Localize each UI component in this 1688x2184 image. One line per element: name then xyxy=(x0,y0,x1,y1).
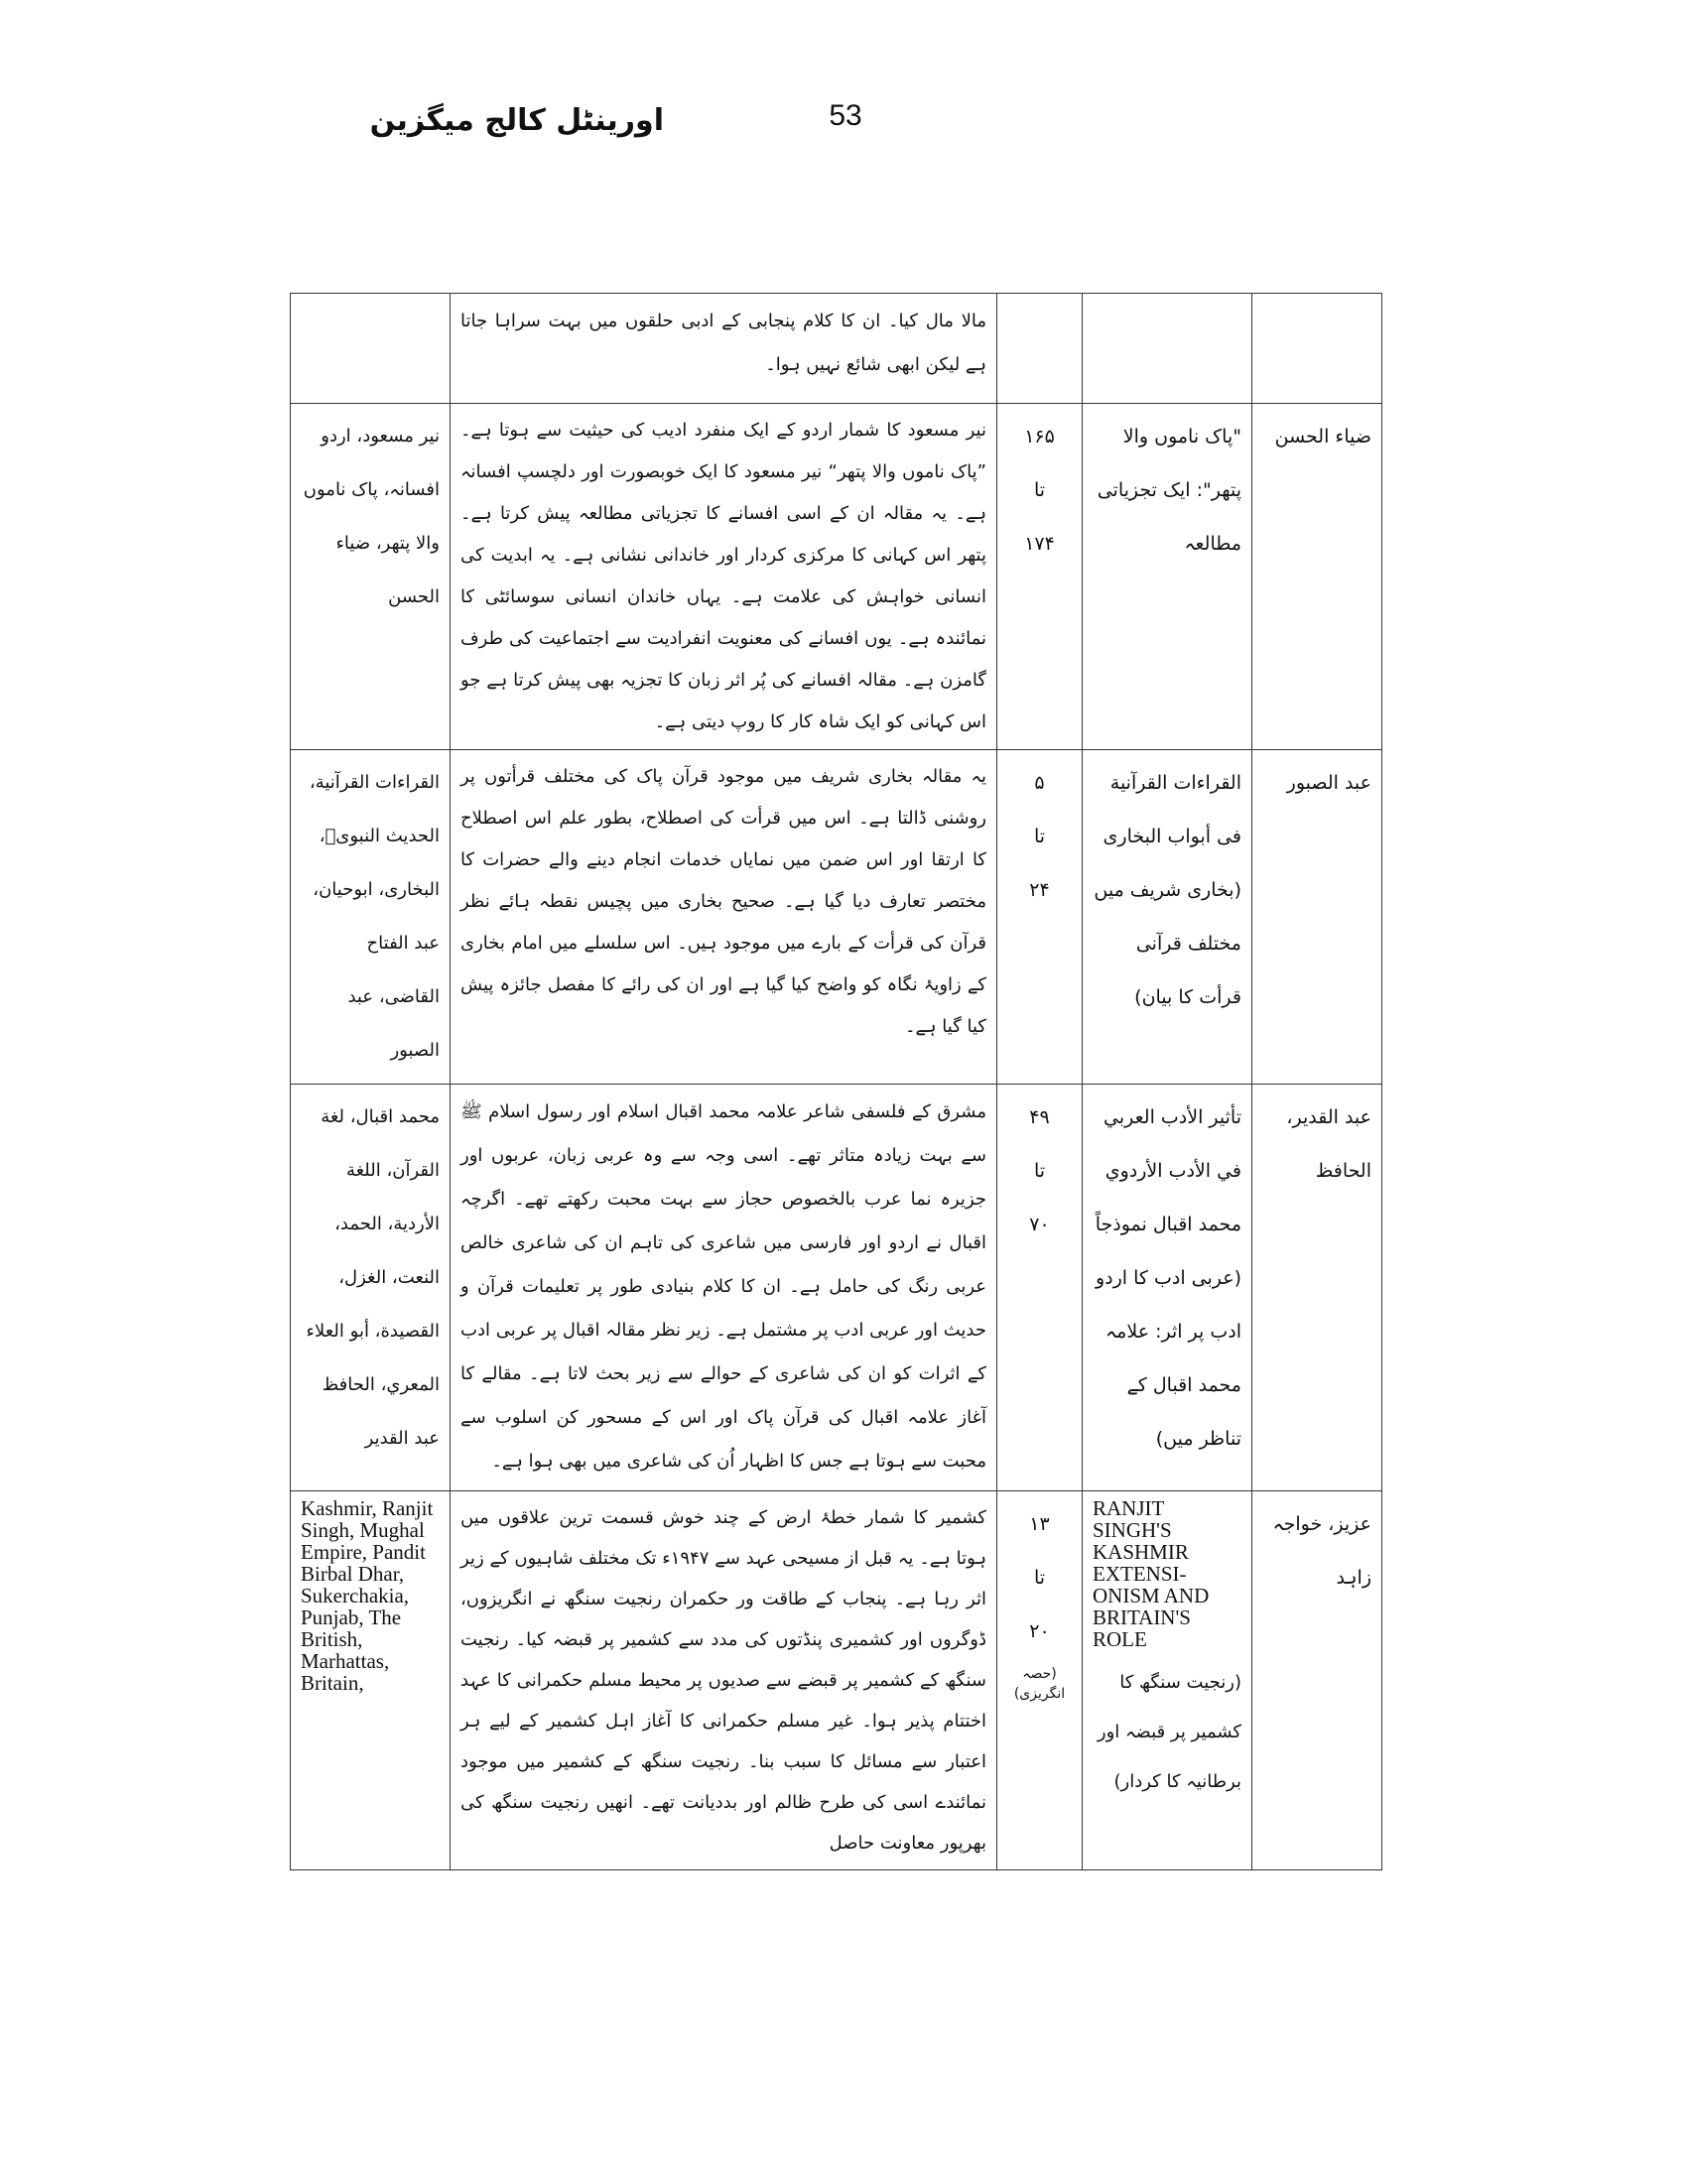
pages-cell xyxy=(997,750,1083,1085)
abstract-cell: مالا مال کیا۔ ان کا کلام پنجابی کے ادبی حلقوں میں بہت سراہا جاتا ہے لیکن ابھی شائع نہیں ہوا۔ xyxy=(451,294,997,404)
table-row xyxy=(291,404,1382,750)
article-index-table xyxy=(290,293,1382,1870)
abstract-cell: یہ مقالہ بخاری شریف میں موجود قرآن پاک کی مختلف قرأتوں پر روشنی ڈالتا ہے۔ اس میں قرأت کی اصطلاح، بطور علم اس اصطلاح کا ارتقا اور اس ضمن میں نمایاں خدمات انجام دینے والے حضرات کا مختصر تعارف دیا گیا ہے۔ صحیح بخاری میں پچیس نقطہ ہائے نظر قرآن کی قرأت کے بارے میں موجود ہیں۔ اس سلسلے میں امام بخاری کے زاویۂ نگاہ کو واضح کیا گیا ہے اور ان کی رائے کا مفصل جائزہ پیش کیا گیا ہے۔ xyxy=(451,750,997,1085)
pages-to-word: تا xyxy=(1033,479,1046,501)
abstract-cell: نیر مسعود کا شمار اردو کے ایک منفرد ادیب کی حیثیت سے ہوتا ہے۔ ”پاک ناموں والا پتھر“ نیر مسعود کا ایک خوبصورت اور دلچسپ افسانہ ہے۔ یہ مقالہ ان کے اسی افسانے کا تجزیاتی مطالعہ پیش کرتا ہے۔ پتھر اس کہانی کا مرکزی کردار اور خاندانی نشانی ہے۔ یہ ابدیت کی انسانی خواہش کی علامت ہے۔ یہاں خاندان انسانی سوسائٹی کا نمائندہ ہے۔ یوں افسانے کی معنویت انفرادیت سے اجتماعیت کی طرف گامزن ہے۔ مقالہ افسانے کی پُر اثر زبان کا تجزیہ بھی پیش کرتا ہے جو اس کہانی کو ایک شاہ کار کا روپ دیتی ہے۔ xyxy=(451,404,997,750)
title-cell xyxy=(1083,294,1252,404)
pages-from: ۵ xyxy=(1034,772,1045,794)
pages-to: ۲۴ xyxy=(1029,879,1050,901)
abstract-cell: مشرق کے فلسفی شاعر علامہ محمد اقبال اسلام اور رسول اسلام ﷺ سے بہت زیادہ متاثر تھے۔ اسی وجہ سے وہ عربی زبان، عربوں اور جزیرہ نما عرب بالخصوص حجاز سے بہت محبت رکھتے تھے۔ اگرچہ اقبال نے اردو اور فارسی میں شاعری کی تاہم ان کی شاعری خالص عربی رنگ کی حامل ہے۔ ان کا کلام بنیادی طور پر تعلیمات قرآن و حدیث اور عربی ادب پر مشتمل ہے۔ زیر نظر مقالہ اقبال پر عربی ادب کے اثرات کو ان کی شاعری کے حوالے سے زیر بحث لاتا ہے۔ مقالے کا آغاز علامہ اقبال کی قرآن پاک اور اس کے مسحور کن اسلوب سے محبت سے ہوتا ہے جس کا اظہار اُن کی شاعری میں بھی ہوا ہے۔ xyxy=(451,1085,997,1491)
title-urdu: (رنجیت سنگھ کا کشمیر پر قبضہ اور برطانیہ کا کردار) xyxy=(1097,1672,1241,1792)
author-cell: ضیاء الحسن xyxy=(1252,404,1382,750)
author-cell: عبد الصبور xyxy=(1252,750,1382,1085)
pages-from: ۱۳ xyxy=(1029,1513,1050,1535)
title-cell: تأثیر الأدب العربي في الأدب الأردوي محمد اقبال نموذجاً (عربی ادب کا اردو ادب پر اثر: علامہ محمد اقبال کے تناظر میں) xyxy=(1083,1085,1252,1491)
page-header xyxy=(0,99,1688,159)
pages-to-word: تا xyxy=(1033,1160,1046,1182)
page-number: 53 xyxy=(829,99,862,132)
keywords-cell: محمد اقبال، لغة القرآن، اللغة الأردیة، الحمد، النعت، الغزل، القصیدة، أبو العلاء المعري، الحافظ عبد القدیر xyxy=(291,1085,451,1491)
pages-from: ۱۶۵ xyxy=(1024,426,1055,448)
journal-title: اورینٹل کالج میگزین xyxy=(369,103,664,138)
abstract-cell: کشمیر کا شمار خطۂ ارض کے چند خوش قسمت ترین علاقوں میں ہوتا ہے۔ یہ قبل از مسیحی عہد سے ۱۹۴۷ء تک مختلف شاہیوں کے زیر اثر رہا ہے۔ پنجاب کے طاقت ور حکمران رنجیت سنگھ نے انگریزوں، ڈوگروں اور کشمیری پنڈتوں کی مدد سے کشمیر پر قبضہ کیا۔ رنجیت سنگھ کے کشمیر پر قبضے سے صدیوں پر محیط مسلم حکمرانی کا عہد اختتام پذیر ہوا۔ غیر مسلم حکمرانی کا آغاز اہل کشمیر کے لیے ہر اعتبار سے مسائل کا سبب بنا۔ رنجیت سنگھ کے کشمیر میں موجود نمائندے اسی کی طرح ظالم اور بددیانت تھے۔ انھیں رنجیت سنگھ کی بھرپور معاونت حاصل xyxy=(451,1491,997,1870)
keywords-cell: نیر مسعود، اردو افسانہ، پاک ناموں والا پتھر، ضیاء الحسن xyxy=(291,404,451,750)
pages-to: ۷۰ xyxy=(1029,1214,1050,1235)
title-cell: القراءات القرآنیة فی أبواب البخاری (بخاری شریف میں مختلف قرآنی قرأت کا بیان) xyxy=(1083,750,1252,1085)
pages-to: ۱۷۴ xyxy=(1024,533,1055,555)
pages-cell xyxy=(997,1491,1083,1870)
author-cell xyxy=(1252,294,1382,404)
pages-note: (حصہ انگریزی) xyxy=(1013,1666,1066,1702)
pages-cell xyxy=(997,294,1083,404)
table-row xyxy=(291,750,1382,1085)
pages-to: ۲۰ xyxy=(1029,1620,1050,1642)
keywords-cell xyxy=(291,294,451,404)
pages-cell xyxy=(997,1085,1083,1491)
author-cell: عبد القدیر، الحافظ xyxy=(1252,1085,1382,1491)
pages-to-word: تا xyxy=(1033,826,1046,847)
keywords-cell: Kashmir, Ranjit Singh, Mughal Empire, Pandit Birbal Dhar, Sukerchakia, Punjab, The British, Marhattas, Britain, xyxy=(291,1491,451,1870)
table-row xyxy=(291,294,1382,404)
pages-from: ۴۹ xyxy=(1029,1106,1050,1128)
table-row xyxy=(291,1491,1382,1870)
title-cell xyxy=(1083,1491,1252,1870)
title-english: RANJIT SINGH'S KASHMIR EXTENSI-ONISM AND BRITAIN'S ROLE xyxy=(1093,1496,1210,1651)
table-row xyxy=(291,1085,1382,1491)
title-cell: "پاک ناموں والا پتھر": ایک تجزیاتی مطالعہ xyxy=(1083,404,1252,750)
keywords-cell: القراءات القرآنیة، الحدیث النبویؐ، البخاری، ابوحیان، عبد الفتاح القاضی، عبد الصبور xyxy=(291,750,451,1085)
pages-to-word: تا xyxy=(1033,1567,1046,1589)
author-cell: عزیز، خواجہ زاہد xyxy=(1252,1491,1382,1870)
pages-cell xyxy=(997,404,1083,750)
